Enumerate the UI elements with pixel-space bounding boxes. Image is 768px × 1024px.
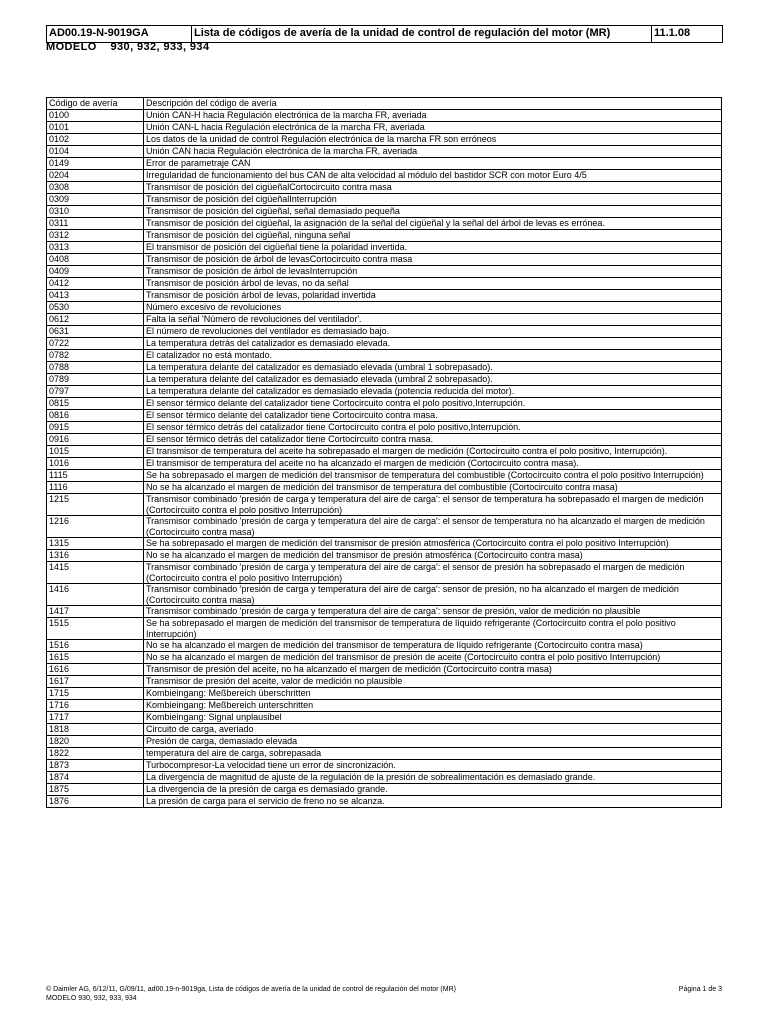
fault-description: Unión CAN hacia Regulación electrónica de la marcha FR, averiada — [144, 146, 722, 158]
fault-description: El sensor térmico detrás del catalizador tiene Cortocircuito contra masa. — [144, 434, 722, 446]
fault-code: 1716 — [47, 700, 144, 712]
fault-code: 1873 — [47, 760, 144, 772]
fault-description: El sensor térmico delante del catalizador tiene Cortocircuito contra el polo positivo,Interrupción. — [144, 398, 722, 410]
table-row — [47, 434, 722, 446]
fault-description: El transmisor de posición del cigüeñal tiene la polaridad invertida. — [144, 242, 722, 254]
fault-description: Circuito de carga, averiado — [144, 724, 722, 736]
table-row — [47, 122, 722, 134]
table-row — [47, 314, 722, 326]
fault-description: Se ha sobrepasado el margen de medición del transmisor de temperatura de líquido refrigerante (Cortocircuito contra el polo positivo Interrupción) — [144, 618, 722, 640]
table-row — [47, 482, 722, 494]
fault-code: 1874 — [47, 772, 144, 784]
fault-code: 0104 — [47, 146, 144, 158]
col-header-code: Código de avería — [47, 98, 144, 110]
fault-description: Transmisor combinado 'presión de carga y temperatura del aire de carga': el sensor de temperatura no ha alcanzado el margen de medición (Cortocircuito contra masa) — [144, 516, 722, 538]
fault-description: Kombieingang: Signal unplausibel — [144, 712, 722, 724]
table-row — [47, 652, 722, 664]
fault-code: 1116 — [47, 482, 144, 494]
fault-code: 1215 — [47, 494, 144, 516]
table-row — [47, 398, 722, 410]
fault-code: 1416 — [47, 584, 144, 606]
fault-code: 1515 — [47, 618, 144, 640]
fault-description: Transmisor de posición del cigüeñalInterrupción — [144, 194, 722, 206]
table-row — [47, 688, 722, 700]
table-row — [47, 362, 722, 374]
table-row — [47, 146, 722, 158]
fault-description: Transmisor de posición árbol de levas, no da señal — [144, 278, 722, 290]
table-row — [47, 584, 722, 606]
table-row — [47, 748, 722, 760]
table-row — [47, 206, 722, 218]
doc-date: 11.1.08 — [654, 27, 691, 39]
fault-code: 0204 — [47, 170, 144, 182]
table-row — [47, 550, 722, 562]
fault-description: No se ha alcanzado el margen de medición del transmisor de temperatura del combustible (Cortocircuito contra masa) — [144, 482, 722, 494]
table-row — [47, 640, 722, 652]
fault-description: temperatura del aire de carga, sobrepasada — [144, 748, 722, 760]
table-row — [47, 134, 722, 146]
table-row — [47, 278, 722, 290]
fault-code: 0313 — [47, 242, 144, 254]
fault-description: Transmisor de posición de árbol de levasCortocircuito contra masa — [144, 254, 722, 266]
fault-description: La temperatura delante del catalizador es demasiado elevada (umbral 1 sobrepasado). — [144, 362, 722, 374]
table-row — [47, 326, 722, 338]
fault-code: 1115 — [47, 470, 144, 482]
fault-code: 1715 — [47, 688, 144, 700]
fault-description: Transmisor combinado 'presión de carga y temperatura del aire de carga': el sensor de presión ha sobrepasado el margen de medición (Cortocircuito contra el polo positivo Interrupción) — [144, 562, 722, 584]
fault-code: 0788 — [47, 362, 144, 374]
fault-code: 0915 — [47, 422, 144, 434]
fault-description: Transmisor combinado 'presión de carga y temperatura del aire de carga': sensor de presión, valor de medición no plausible — [144, 606, 722, 618]
fault-code: 0101 — [47, 122, 144, 134]
table-row — [47, 724, 722, 736]
fault-description: El transmisor de temperatura del aceite no ha alcanzado el margen de medición (Cortocircuito contra masa). — [144, 458, 722, 470]
fault-code: 0312 — [47, 230, 144, 242]
fault-description: Irregularidad de funcionamiento del bus CAN de alta velocidad al módulo del bastidor SCR con motor Euro 4/5 — [144, 170, 722, 182]
fault-description: El número de revoluciones del ventilador es demasiado bajo. — [144, 326, 722, 338]
model-label: MODELO — [46, 41, 97, 53]
fault-description: Transmisor combinado 'presión de carga y temperatura del aire de carga': sensor de presión, no ha alcanzado el margen de medición (Cortocircuito contra masa) — [144, 584, 722, 606]
table-row — [47, 242, 722, 254]
table-row — [47, 338, 722, 350]
doc-title: Lista de códigos de avería de la unidad de control de regulación del motor (MR) — [192, 26, 652, 42]
table-row — [47, 422, 722, 434]
fault-description: Los datos de la unidad de control Regulación electrónica de la marcha FR son erróneos — [144, 134, 722, 146]
table-row — [47, 736, 722, 748]
fault-description: Transmisor combinado 'presión de carga y temperatura del aire de carga': el sensor de temperatura ha sobrepasado el margen de medición (Cortocircuito contra el polo positivo Interrupción) — [144, 494, 722, 516]
fault-code: 1216 — [47, 516, 144, 538]
table-row — [47, 182, 722, 194]
fault-description: Falta la señal 'Número de revoluciones del ventilador'. — [144, 314, 722, 326]
fault-code: 0149 — [47, 158, 144, 170]
fault-code: 1315 — [47, 538, 144, 550]
fault-description: Transmisor de posición del cigüeñalCortocircuito contra masa — [144, 182, 722, 194]
table-row — [47, 618, 722, 640]
table-row — [47, 516, 722, 538]
fault-description: Kombieingang: Meßbereich überschritten — [144, 688, 722, 700]
table-row — [47, 676, 722, 688]
fault-code: 1875 — [47, 784, 144, 796]
table-row — [47, 458, 722, 470]
fault-code: 0409 — [47, 266, 144, 278]
table-row — [47, 606, 722, 618]
fault-code: 1717 — [47, 712, 144, 724]
fault-description: Transmisor de posición árbol de levas, polaridad invertida — [144, 290, 722, 302]
fault-description: El transmisor de temperatura del aceite ha sobrepasado el margen de medición (Cortocircuito contra el polo positivo, Interrupción). — [144, 446, 722, 458]
fault-description: La temperatura delante del catalizador es demasiado elevada (umbral 2 sobrepasado). — [144, 374, 722, 386]
fault-description: Transmisor de presión del aceite, valor de medición no plausible — [144, 676, 722, 688]
col-header-description: Descripción del código de avería — [144, 98, 722, 110]
fault-description: Turbocompresor-La velocidad tiene un error de sincronización. — [144, 760, 722, 772]
table-row — [47, 784, 722, 796]
table-row — [47, 664, 722, 676]
fault-code: 1818 — [47, 724, 144, 736]
fault-code: 0530 — [47, 302, 144, 314]
fault-code: 0612 — [47, 314, 144, 326]
fault-code: 0308 — [47, 182, 144, 194]
fault-code: 1615 — [47, 652, 144, 664]
table-row — [47, 712, 722, 724]
fault-code: 0408 — [47, 254, 144, 266]
fault-code: 1876 — [47, 796, 144, 808]
fault-code: 1616 — [47, 664, 144, 676]
fault-code: 0102 — [47, 134, 144, 146]
fault-description: La temperatura delante del catalizador es demasiado elevada (potencia reducida del motor). — [144, 386, 722, 398]
fault-description: Se ha sobrepasado el margen de medición del transmisor de temperatura del combustible (Cortocircuito contra el polo positivo Interrupción) — [144, 470, 722, 482]
fault-description: Transmisor de posición del cigüeñal, la asignación de la señal del cigüeñal y la señal del árbol de levas es errónea. — [144, 218, 722, 230]
table-row — [47, 700, 722, 712]
fault-code: 1516 — [47, 640, 144, 652]
table-row — [47, 386, 722, 398]
fault-description: El sensor térmico delante del catalizador tiene Cortocircuito contra masa. — [144, 410, 722, 422]
table-row — [47, 194, 722, 206]
table-row — [47, 230, 722, 242]
fault-description: Transmisor de posición del cigüeñal, ninguna señal — [144, 230, 722, 242]
fault-description: No se ha alcanzado el margen de medición del transmisor de temperatura de líquido refrigerante (Cortocircuito contra masa) — [144, 640, 722, 652]
fault-description: La divergencia de magnitud de ajuste de la regulación de la presión de sobrealimentación es demasiado grande. — [144, 772, 722, 784]
fault-code: 0100 — [47, 110, 144, 122]
table-row — [47, 290, 722, 302]
table-row — [47, 446, 722, 458]
table-row — [47, 562, 722, 584]
fault-code: 1316 — [47, 550, 144, 562]
fault-description: Presión de carga, demasiado elevada — [144, 736, 722, 748]
fault-description: Transmisor de posición del cigüeñal, señal demasiado pequeña — [144, 206, 722, 218]
table-row — [47, 254, 722, 266]
fault-description: La divergencia de la presión de carga es demasiado grande. — [144, 784, 722, 796]
doc-id: AD00.19-N-9019GA — [47, 26, 192, 42]
fault-code: 0916 — [47, 434, 144, 446]
table-row — [47, 494, 722, 516]
fault-description: El sensor térmico detrás del catalizador tiene Cortocircuito contra el polo positivo,Interrupción. — [144, 422, 722, 434]
table-row — [47, 170, 722, 182]
table-row — [47, 218, 722, 230]
table-row — [47, 410, 722, 422]
table-row — [47, 266, 722, 278]
fault-description: No se ha alcanzado el margen de medición del transmisor de presión atmosférica (Cortocircuito contra masa) — [144, 550, 722, 562]
model-line — [46, 41, 209, 53]
model-numbers: 930, 932, 933, 934 — [110, 41, 210, 53]
fault-code: 0309 — [47, 194, 144, 206]
fault-code: 0722 — [47, 338, 144, 350]
table-header-row — [47, 98, 722, 110]
fault-description: El catalizador no está montado. — [144, 350, 722, 362]
fault-code: 0631 — [47, 326, 144, 338]
fault-code: 0782 — [47, 350, 144, 362]
fault-code: 0816 — [47, 410, 144, 422]
fault-code: 0413 — [47, 290, 144, 302]
fault-code: 0815 — [47, 398, 144, 410]
footer-copyright: © Daimler AG, 6/12/11, G/09/11, ad00.19-n-9019ga, Lista de códigos de avería de la unidad de control de regulación del motor (MR) — [46, 986, 456, 993]
table-row — [47, 796, 722, 808]
table-row — [47, 350, 722, 362]
fault-code: 1016 — [47, 458, 144, 470]
fault-code: 1415 — [47, 562, 144, 584]
fault-code: 0310 — [47, 206, 144, 218]
fault-description: Error de parametraje CAN — [144, 158, 722, 170]
table-row — [47, 538, 722, 550]
fault-code: 1417 — [47, 606, 144, 618]
table-row — [47, 760, 722, 772]
fault-code: 1820 — [47, 736, 144, 748]
table-row — [47, 110, 722, 122]
fault-code: 0412 — [47, 278, 144, 290]
fault-code: 0311 — [47, 218, 144, 230]
table-row — [47, 772, 722, 784]
fault-description: La temperatura detrás del catalizador es demasiado elevada. — [144, 338, 722, 350]
fault-description: Unión CAN-H hacia Regulación electrónica de la marcha FR, averiada — [144, 110, 722, 122]
fault-code: 0789 — [47, 374, 144, 386]
fault-code: 1015 — [47, 446, 144, 458]
fault-code-table — [46, 97, 722, 808]
table-row — [47, 302, 722, 314]
fault-description: Número excesivo de revoluciones — [144, 302, 722, 314]
page-number: Página 1 de 3 — [678, 986, 722, 993]
table-row — [47, 158, 722, 170]
fault-description: Transmisor de posición de árbol de levasInterrupción — [144, 266, 722, 278]
fault-description: Transmisor de presión del aceite, no ha alcanzado el margen de medición (Cortocircuito contra masa) — [144, 664, 722, 676]
fault-description: No se ha alcanzado el margen de medición del transmisor de presión de aceite (Cortocircuito contra el polo positivo Interrupción) — [144, 652, 722, 664]
footer-models: MODELO 930, 932, 933, 934 — [46, 995, 137, 1002]
fault-code: 1617 — [47, 676, 144, 688]
fault-code: 0797 — [47, 386, 144, 398]
table-row — [47, 470, 722, 482]
fault-description: Unión CAN-L hacia Regulación electrónica de la marcha FR, averiada — [144, 122, 722, 134]
fault-code: 1822 — [47, 748, 144, 760]
fault-description: Se ha sobrepasado el margen de medición del transmisor de presión atmosférica (Cortocircuito contra el polo positivo Interrupción) — [144, 538, 722, 550]
page-footer — [46, 985, 722, 1003]
fault-description: Kombieingang: Meßbereich unterschritten — [144, 700, 722, 712]
table-row — [47, 374, 722, 386]
fault-description: La presión de carga para el servicio de freno no se alcanza. — [144, 796, 722, 808]
